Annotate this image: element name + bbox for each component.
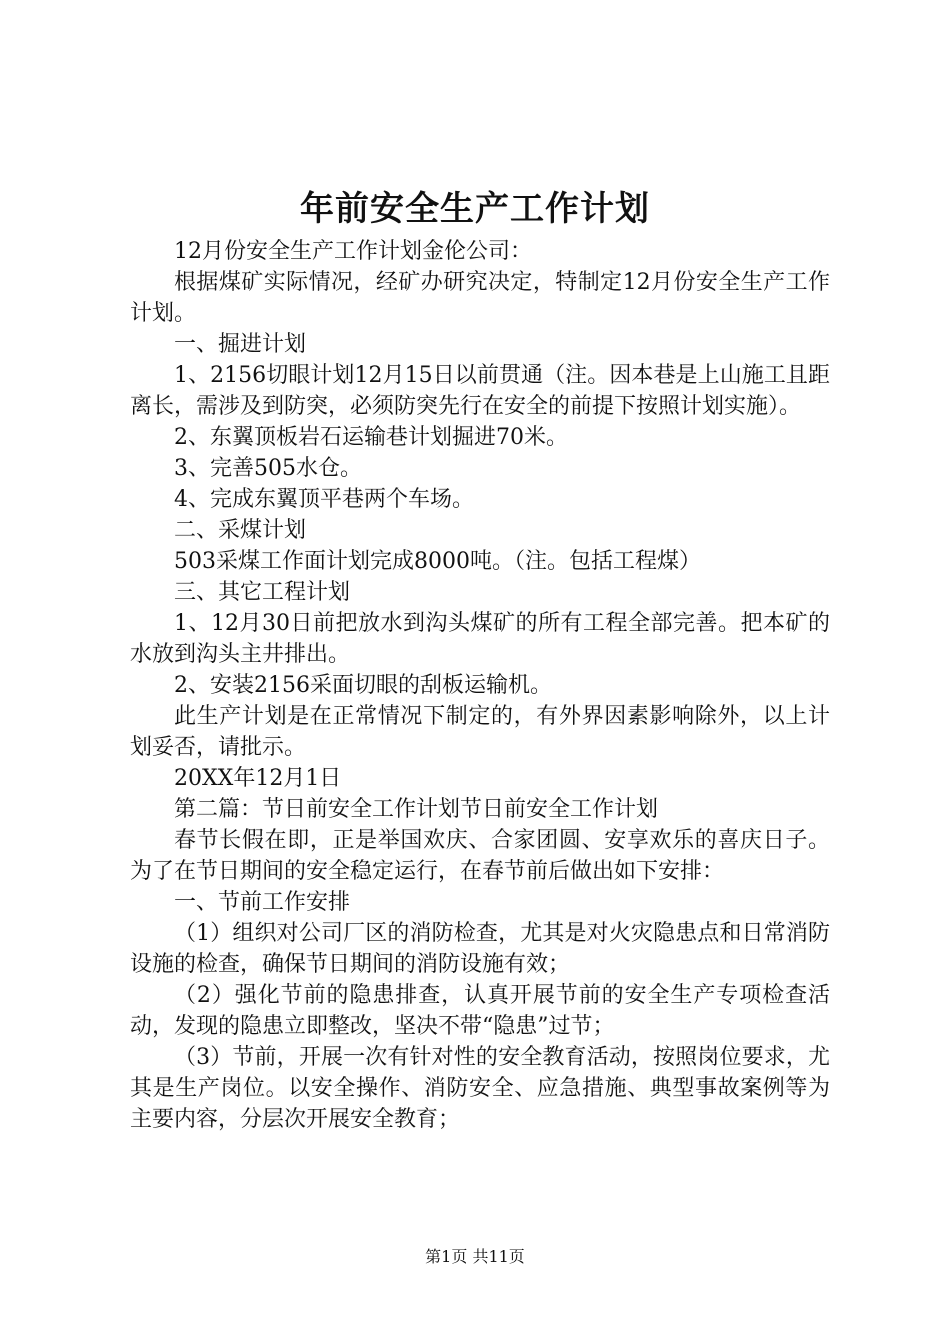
- section-heading: 二、采煤计划: [174, 518, 307, 543]
- paragraph: 3、完善505水仓。: [174, 456, 362, 481]
- section-heading: 第二篇：节日前安全工作计划节日前安全工作计划: [174, 797, 659, 822]
- paragraph: 春节长假在即，正是举国欢庆、合家团圆、安享欢乐的喜庆日子。为了在节日期间的安全稳定运行，在春节前后做出如下安排：: [130, 828, 830, 884]
- paragraph: （2）强化节前的隐患排查，认真开展节前的安全生产专项检查活动，发现的隐患立即整改，坚决不带“隐患”过节；: [130, 983, 830, 1039]
- paragraph: 1、12月30日前把放水到沟头煤矿的所有工程全部完善。把本矿的水放到沟头主井排出。: [130, 611, 830, 667]
- paragraph: 4、完成东翼顶平巷两个车场。: [174, 487, 474, 512]
- paragraph: 根据煤矿实际情况，经矿办研究决定，特制定12月份安全生产工作计划。: [130, 270, 830, 326]
- document-title: 年前安全生产工作计划: [300, 189, 650, 229]
- paragraph: （1）组织对公司厂区的消防检查，尤其是对火灾隐患点和日常消防设施的检查，确保节日期间的消防设施有效；: [130, 921, 830, 977]
- section-heading: 三、其它工程计划: [174, 580, 351, 605]
- paragraph: （3）节前，开展一次有针对性的安全教育活动，按照岗位要求，尤其是生产岗位。以安全操作、消防安全、应急措施、典型事故案例等为主要内容，分层次开展安全教育；: [130, 1045, 830, 1132]
- paragraph: 503采煤工作面计划完成8000吨。（注。包括工程煤）: [174, 549, 701, 574]
- paragraph: 2、安装2156采面切眼的刮板运输机。: [174, 673, 552, 698]
- section-heading: 一、掘进计划: [174, 332, 307, 357]
- date-line: 20XX年12月1日: [174, 766, 342, 791]
- paragraph: 2、东翼顶板岩石运输巷计划掘进70米。: [174, 425, 568, 450]
- section-heading: 一、节前工作安排: [174, 890, 351, 915]
- paragraph: 12月份安全生产工作计划金伦公司：: [174, 239, 532, 264]
- page-number: 第1页 共11页: [425, 1247, 525, 1266]
- paragraph: 1、2156切眼计划12月15日以前贯通（注。因本巷是上山施工且距离长，需涉及到防突，必须防突先行在安全的前提下按照计划实施）。: [130, 363, 830, 419]
- document-body: [130, 236, 830, 1135]
- paragraph: 此生产计划是在正常情况下制定的，有外界因素影响除外，以上计划妥否，请批示。: [130, 704, 830, 760]
